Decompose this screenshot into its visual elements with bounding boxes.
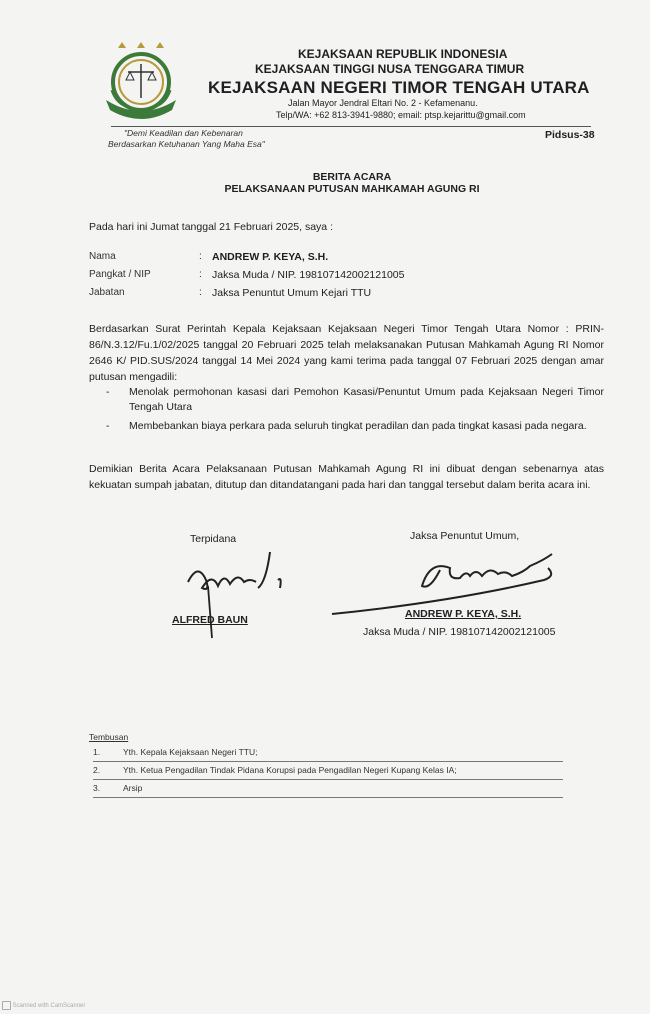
right-signatory-rank: Jaksa Muda / NIP. 198107142002121005 — [363, 626, 556, 638]
camscanner-icon — [2, 1001, 11, 1010]
kejaksaan-emblem-icon — [98, 40, 184, 120]
header-line-2: KEJAKSAAN TINGGI NUSA TENGGARA TIMUR — [255, 62, 525, 76]
rank-value: Jaksa Muda / NIP. 198107142002121005 — [212, 269, 405, 281]
list-item — [93, 780, 563, 798]
list-item: - Membebankan biaya perkara pada seluruh tingkat peradilan dan pada tingkat kasasi pada negara. — [104, 419, 604, 434]
document-title: BERITA ACARA — [312, 171, 392, 183]
camscanner-footer — [2, 1001, 85, 1010]
list-item: - Menolak permohonan kasasi dari Pemohon Kasasi/Penuntut Umum pada Kejaksaan Negeri Timor Tengah Utara — [104, 385, 604, 415]
cc-number: 3. — [93, 783, 101, 793]
name-label: Nama — [89, 251, 116, 262]
cc-title: Tembusan — [89, 732, 129, 742]
right-signatory-name: ANDREW P. KEYA, S.H. — [405, 608, 522, 620]
motto-line-1: "Demi Keadilan dan Kebenaran — [124, 128, 243, 138]
motto-line-2: Berdasarkan Ketuhanan Yang Maha Esa" — [108, 139, 265, 149]
cc-text: Yth. Kepala Kejaksaan Negeri TTU; — [123, 747, 258, 757]
list-item — [93, 744, 563, 762]
footer-text: Scanned with CamScanner — [12, 1003, 86, 1010]
body-paragraph-1: Berdasarkan Surat Perintah Kepala Kejaksaan Kejaksaan Negeri Timor Tengah Utara Nomor : PRIN-86/N.3.12/Fu.1/02/2025 tanggal 20 Februari 2025 telah melaksanakan Putusan Mahkamah Agung RI Nomor 2646 K/ PID.SUS/2024 tanggal 14 Mei 2024 yang kami terima pada tanggal 07 Februari 2025 dengan amar putusan mengadili: — [89, 323, 604, 383]
header-contact: Telp/WA: +62 813-3941-9880; email: ptsp.kejarittu@gmail.com — [276, 110, 526, 120]
verdict-list — [104, 385, 604, 438]
left-signatory-name: ALFRED BAUN — [172, 614, 248, 626]
colon: : — [199, 251, 202, 262]
left-signatory-role: Terpidana — [190, 533, 237, 545]
body-paragraph-2: Demikian Berita Acara Pelaksanaan Putusan Mahkamah Agung RI ini dibuat dengan sebenarnya atas kekuatan sumpah jabatan, ditutup dan ditandatangani pada hari dan tanggal tersebut dalam berita acara ini. — [89, 463, 604, 491]
cc-number: 1. — [93, 747, 101, 757]
colon: : — [199, 269, 202, 280]
list-item — [93, 762, 563, 780]
header-address: Jalan Mayor Jendral Eltari No. 2 - Kefamenanu. — [288, 98, 478, 108]
header-divider — [111, 126, 591, 127]
form-code: Pidsus-38 — [545, 129, 595, 141]
cc-list — [93, 744, 563, 798]
cc-number: 2. — [93, 765, 101, 775]
header-line-3: KEJAKSAAN NEGERI TIMOR TENGAH UTARA — [208, 78, 590, 97]
right-signatory-role: Jaksa Penuntut Umum, — [410, 530, 520, 542]
cc-text: Arsip — [123, 783, 143, 793]
position-value: Jaksa Penuntut Umum Kejari TTU — [212, 287, 372, 299]
rank-label: Pangkat / NIP — [89, 269, 151, 280]
intro-text: Pada hari ini Jumat tanggal 21 Februari 2025, saya : — [89, 221, 333, 233]
name-value: ANDREW P. KEYA, S.H. — [212, 251, 329, 263]
colon: : — [199, 287, 202, 298]
document-subtitle: PELAKSANAAN PUTUSAN MAHKAMAH AGUNG RI — [224, 183, 480, 195]
cc-text: Yth. Ketua Pengadilan Tindak Pidana Korupsi pada Pengadilan Negeri Kupang Kelas IA; — [123, 765, 457, 775]
header-line-1: KEJAKSAAN REPUBLIK INDONESIA — [298, 47, 508, 61]
position-label: Jabatan — [89, 287, 125, 298]
left-signature — [178, 542, 298, 642]
